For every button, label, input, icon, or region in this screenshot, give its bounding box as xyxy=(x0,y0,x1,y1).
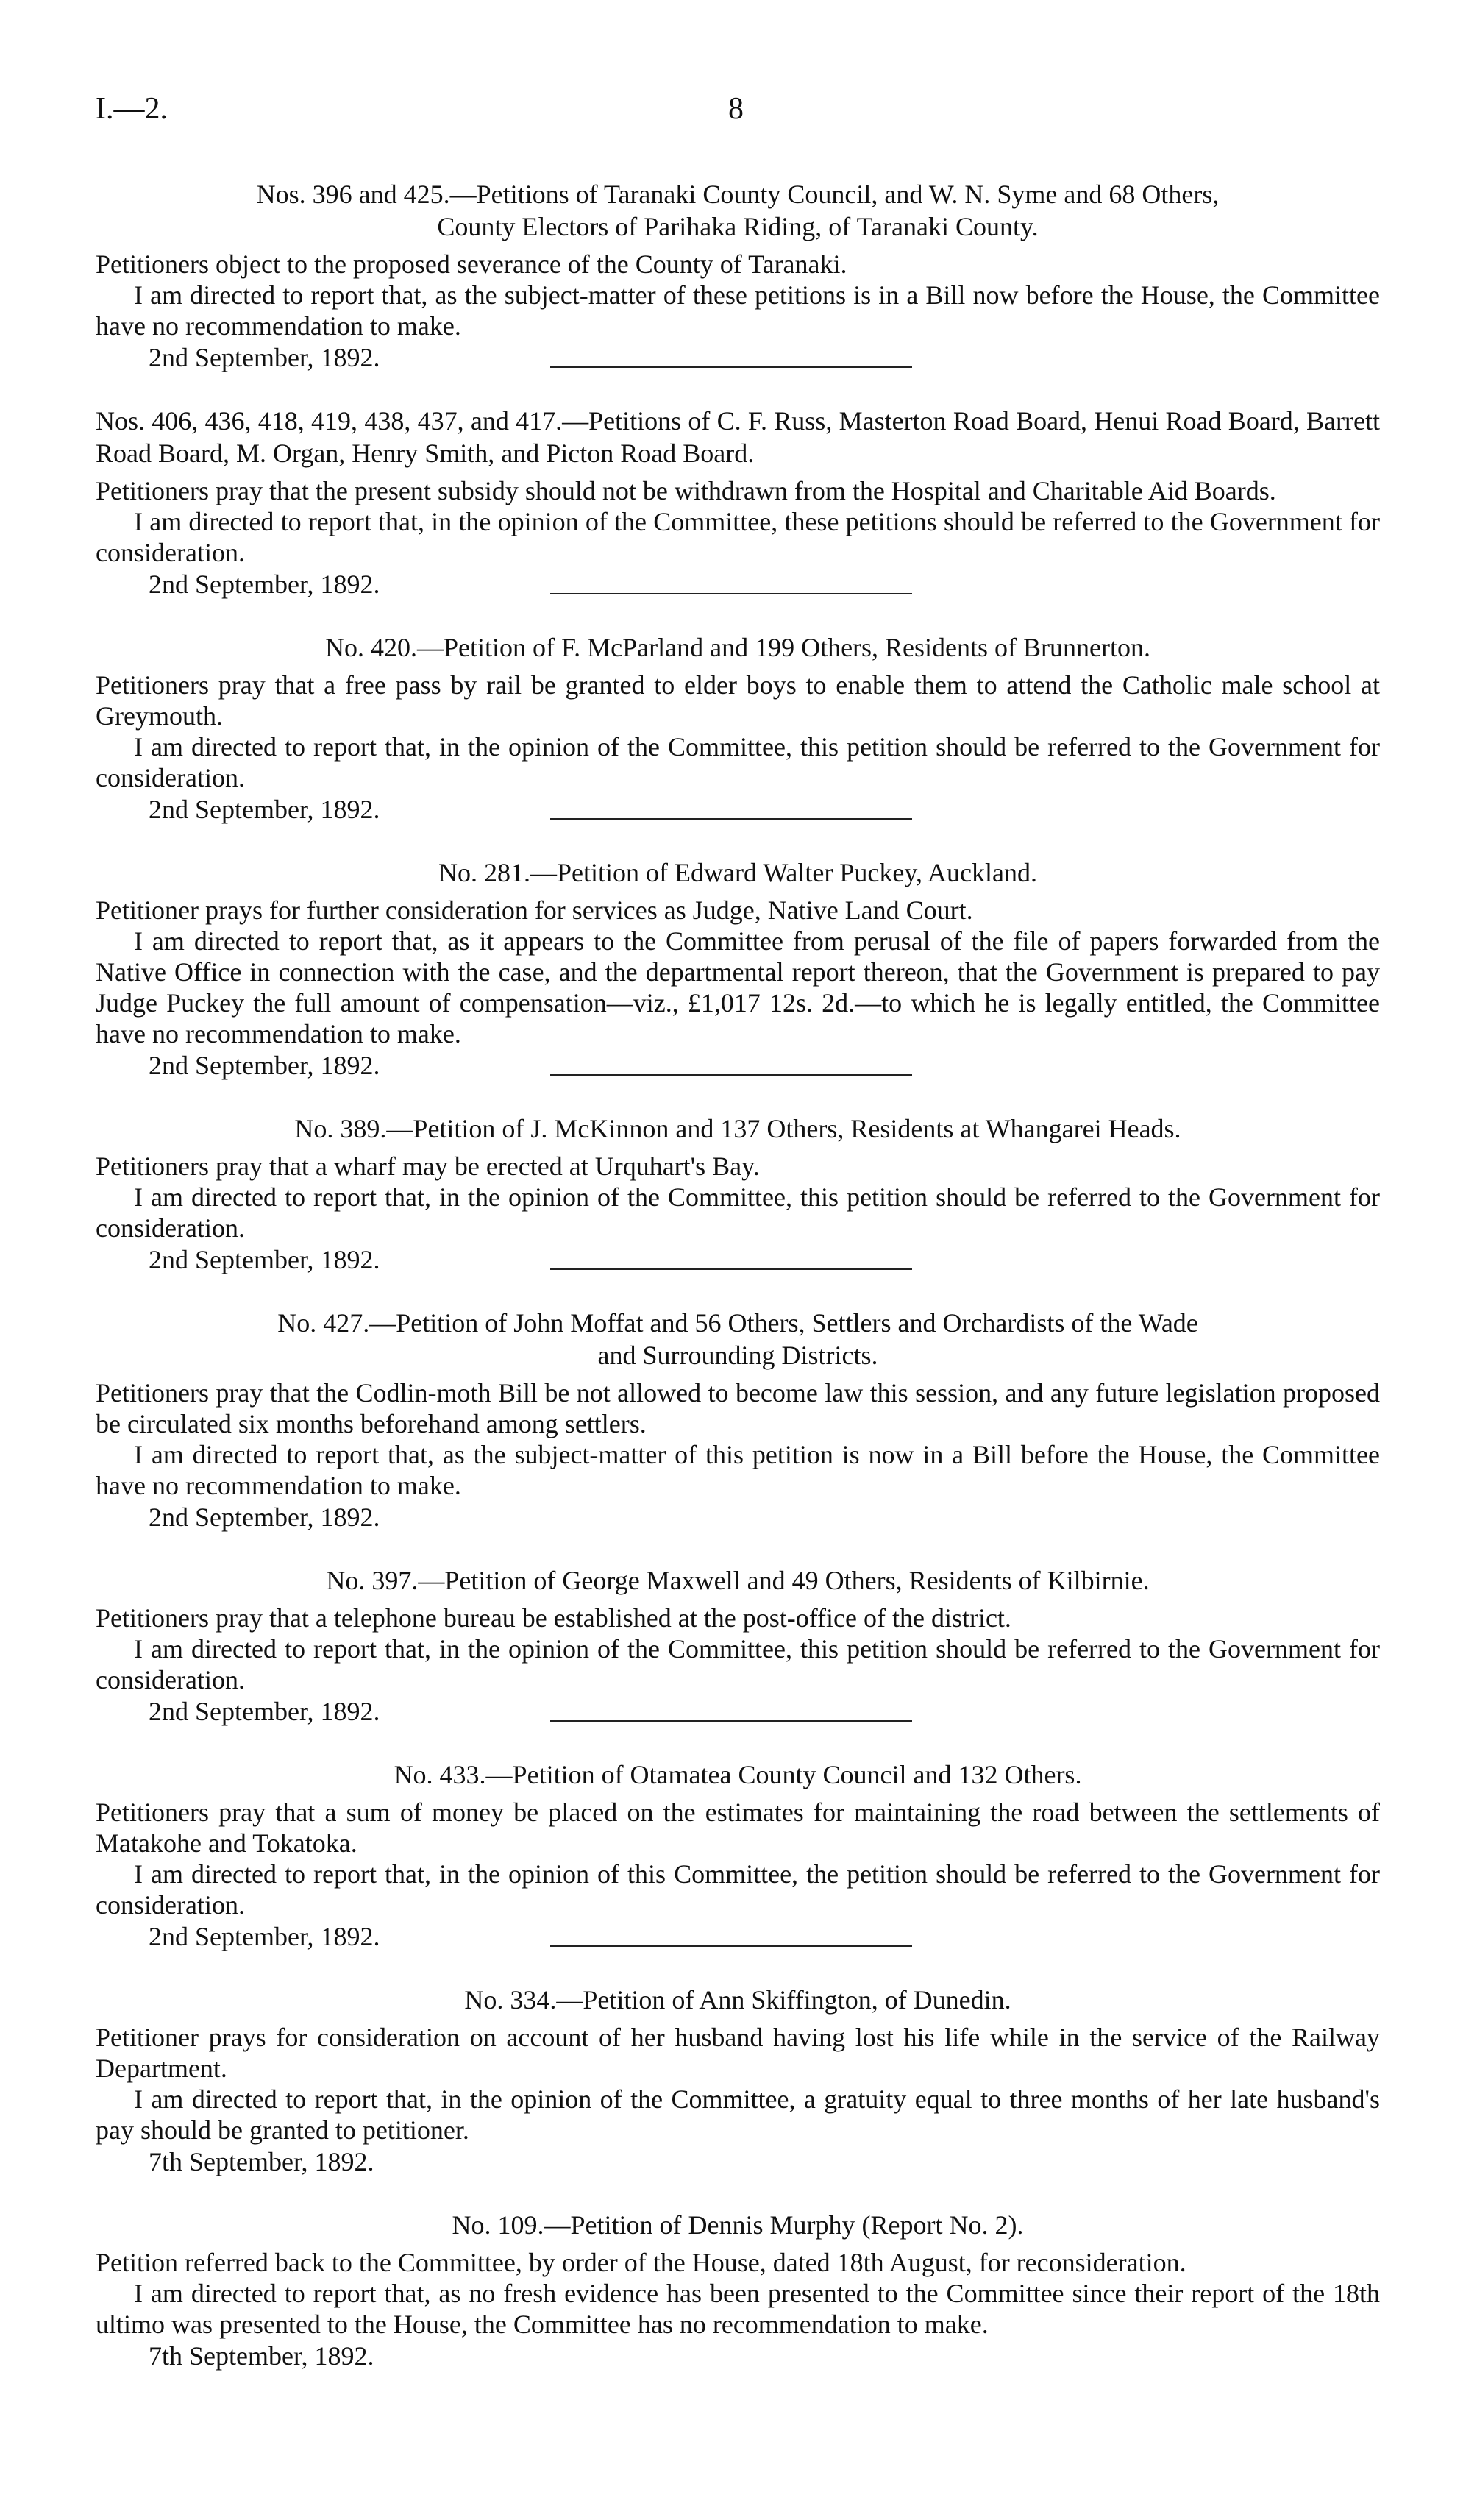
section-divider xyxy=(550,366,912,368)
report-date-line xyxy=(96,1920,1380,1954)
committee-report: I am directed to report that, as the subject-matter of this petition is now in a Bill before the House, the Committee have no recommendation to make. xyxy=(96,1440,1380,1500)
petition-entry xyxy=(96,178,1380,375)
petition-title-continuation: and Surrounding Districts. xyxy=(597,1341,878,1370)
petition-entry xyxy=(96,1307,1380,1535)
report-date: 2nd September, 1892. xyxy=(149,1051,380,1080)
committee-report: I am directed to report that, in the opinion of the Committee, this petition should be referred to the Government for consideration. xyxy=(96,732,1380,792)
petition-title: No. 420.—Petition of F. McParland and 199 Others, Residents of Brunnerton. xyxy=(325,633,1150,662)
page-header xyxy=(96,81,1380,140)
report-date-line xyxy=(96,1243,1380,1277)
petition-title-continuation: County Electors of Parihaka Riding, of Taranaki County. xyxy=(437,212,1039,241)
petition-entry xyxy=(96,1984,1380,2179)
committee-report: I am directed to report that, in the opinion of the Committee, this petition should be referred to the Government for consideration. xyxy=(96,1182,1380,1243)
petition-entry xyxy=(96,631,1380,827)
report-date: 7th September, 1892. xyxy=(149,2341,374,2371)
section-divider xyxy=(550,1720,912,1722)
petition-title: No. 281.—Petition of Edward Walter Puckey, Auckland. xyxy=(438,858,1037,887)
petition-title: No. 334.—Petition of Ann Skiffington, of Dunedin. xyxy=(464,1985,1011,2015)
committee-report: I am directed to report that, as it appears to the Committee from perusal of the file of papers forwarded from the Native Office in connection with the case, and the departmental report thereon, that the Government is prepared to pay Judge Puckey the full amount of compensation—viz., £1,017 12s. 2d.—to which he is legally entitled, the Committee have no recommendation to make. xyxy=(96,926,1380,1048)
petition-title: Nos. 396 and 425.—Petitions of Taranaki County Council, and W. N. Syme and 68 Others, County Electors of Parihaka Riding, of Taranaki County. xyxy=(96,178,1380,243)
petition-prayer: Petitioners pray that a free pass by rail be granted to elder boys to enable them to attend the Catholic male school at Greymouth. xyxy=(96,670,1380,731)
section-divider xyxy=(550,1268,912,1270)
report-date-line xyxy=(96,2145,1380,2179)
petition-entry xyxy=(96,405,1380,602)
report-date-line xyxy=(96,793,1380,827)
report-date-line xyxy=(96,568,1380,602)
committee-report: I am directed to report that, in the opinion of the Committee, these petitions should be referred to the Government for consideration. xyxy=(96,507,1380,567)
report-date: 2nd September, 1892. xyxy=(149,1922,380,1951)
petition-prayer: Petitioners pray that the present subsidy should not be withdrawn from the Hospital and Charitable Aid Boards. xyxy=(96,476,1276,505)
report-date-line xyxy=(96,1049,1380,1083)
petition-title: No. 109.—Petition of Dennis Murphy (Report No. 2). xyxy=(452,2210,1024,2240)
petition-entry xyxy=(96,1112,1380,1277)
report-date: 7th September, 1892. xyxy=(149,2147,374,2176)
report-date: 2nd September, 1892. xyxy=(149,1502,380,1532)
report-date: 2nd September, 1892. xyxy=(149,343,380,372)
petition-prayer: Petitioners pray that the Codlin-moth Bill be not allowed to become law this session, and any future legislation proposed be circulated six months beforehand among settlers. xyxy=(96,1378,1380,1438)
committee-report: I am directed to report that, in the opinion of the Committee, a gratuity equal to three months of her late husband's pay should be granted to petitioner. xyxy=(96,2084,1380,2145)
petition-entry xyxy=(96,856,1380,1083)
petition-entry xyxy=(96,2209,1380,2374)
petition-title: No. 397.—Petition of George Maxwell and 49 Others, Residents of Kilbirnie. xyxy=(326,1566,1150,1595)
committee-report: I am directed to report that, in the opinion of this Committee, the petition should be referred to the Government for consideration. xyxy=(96,1859,1380,1920)
report-date: 2nd September, 1892. xyxy=(149,1697,380,1726)
report-date-line xyxy=(96,1501,1380,1535)
committee-report: I am directed to report that, as no fresh evidence has been presented to the Committee since their report of the 18th ultimo was presented to the House, the Committee has no recommendation to make. xyxy=(96,2279,1380,2339)
petition-prayer: Petition referred back to the Committee, by order of the House, dated 18th August, for reconsideration. xyxy=(96,2248,1186,2277)
report-date-line xyxy=(96,1695,1380,1729)
report-date: 2nd September, 1892. xyxy=(149,795,380,824)
petition-prayer: Petitioners pray that a wharf may be erected at Urquhart's Bay. xyxy=(96,1151,760,1181)
section-divider xyxy=(550,1945,912,1947)
petition-entry xyxy=(96,1758,1380,1954)
petition-title: No. 389.—Petition of J. McKinnon and 137 Others, Residents at Whangarei Heads. xyxy=(294,1114,1181,1143)
petition-title: No. 433.—Petition of Otamatea County Council and 132 Others. xyxy=(394,1760,1082,1789)
paper-reference: I.—2. xyxy=(96,92,168,126)
report-date-line xyxy=(96,2340,1380,2374)
section-divider xyxy=(550,1074,912,1076)
petition-prayer: Petitioner prays for consideration on account of her husband having lost his life while in the service of the Railway Department. xyxy=(96,2023,1380,2083)
document-page xyxy=(96,81,1380,2374)
report-date: 2nd September, 1892. xyxy=(149,1245,380,1274)
petition-prayer: Petitioner prays for further consideration for services as Judge, Native Land Court. xyxy=(96,895,973,925)
petition-prayer: Petitioners pray that a sum of money be placed on the estimates for maintaining the road between the settlements of Matakohe and Tokatoka. xyxy=(96,1797,1380,1858)
petition-title: No. 427.—Petition of John Moffat and 56 Others, Settlers and Orchardists of the Wade and Surrounding Districts. xyxy=(96,1307,1380,1371)
petition-prayer: Petitioners object to the proposed severance of the County of Taranaki. xyxy=(96,249,847,279)
section-divider xyxy=(550,818,912,820)
section-divider xyxy=(550,593,912,594)
page-number: 8 xyxy=(728,92,744,126)
petition-entry xyxy=(96,1564,1380,1729)
petition-title: Nos. 406, 436, 418, 419, 438, 437, and 417.—Petitions of C. F. Russ, Masterton Road Board, Henui Road Board, Barrett Road Board, M. Organ, Henry Smith, and Picton Road Board. xyxy=(96,406,1380,468)
petition-prayer: Petitioners pray that a telephone bureau be established at the post-office of the district. xyxy=(96,1603,1011,1633)
report-date: 2nd September, 1892. xyxy=(149,569,380,599)
report-date-line xyxy=(96,341,1380,375)
committee-report: I am directed to report that, as the subject-matter of these petitions is in a Bill now before the House, the Committee have no recommendation to make. xyxy=(96,280,1380,341)
committee-report: I am directed to report that, in the opinion of the Committee, this petition should be referred to the Government for consideration. xyxy=(96,1634,1380,1694)
